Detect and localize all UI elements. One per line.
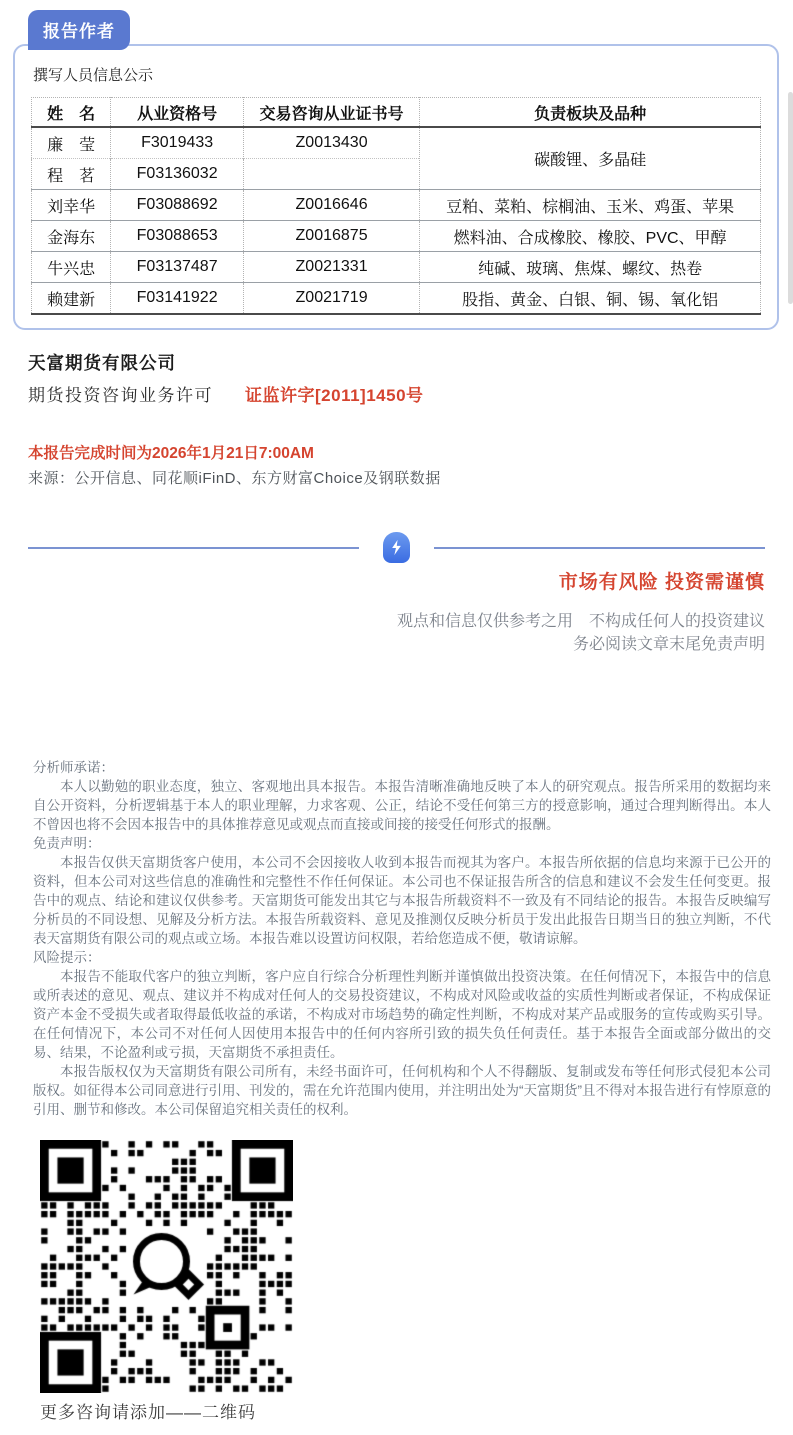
scrollbar-thumb[interactable] bbox=[788, 92, 793, 304]
cell-sectors: 碳酸锂、多晶硅 bbox=[420, 127, 761, 190]
disclaimer-paragraph: 本报告仅供天富期货客户使用，本公司不会因接收人收到本报告而视其为客户。本报告所依据的信息均来源于已公开的资料，但本公司对这些信息的准确性和完整性不作任何保证。本公司也不保证报告所含的信息和建议不会发生任何变更。报告中的观点、结论和建议仅供参考。天富期货可能发出其它与本报告所载资料不一致及有不同结论的报告。本报告反映编写分析员的不同设想、见解及分析方法。本报告所载资料、意见及推测仅反映分析员于发出此报告日期当日的独立判断，不代表天富期货有限公司的观点或立场。本报告难以设置访问权限，若给您造成不便，敬请谅解。 bbox=[33, 855, 771, 946]
qr-caption: 更多咨询请添加——二维码 bbox=[40, 1403, 256, 1422]
cell-cert-no: Z0013430 bbox=[243, 127, 419, 159]
company-name: 天富期货有限公司 bbox=[28, 353, 176, 373]
cell-license-no: F03136032 bbox=[111, 159, 244, 190]
lightning-bolt-icon bbox=[383, 532, 410, 563]
table-row bbox=[32, 190, 761, 221]
report-completed-time: 本报告完成时间为2026年1月21日7:00AM bbox=[28, 445, 314, 462]
table-row bbox=[32, 127, 761, 159]
cell-name: 金海东 bbox=[32, 221, 111, 252]
column-header: 姓 名 bbox=[32, 98, 111, 128]
license-line bbox=[28, 381, 424, 406]
authors-table bbox=[31, 97, 761, 315]
cell-cert-no bbox=[243, 159, 419, 190]
risk-slogan: 市场有风险 投资需谨慎 bbox=[558, 572, 765, 593]
data-source-line: 来源：公开信息、同花顺iFinD、东方财富Choice及钢联数据 bbox=[28, 470, 441, 487]
report-authors-tab: 报告作者 bbox=[28, 10, 130, 50]
disclaimer-paragraph: 本报告不能取代客户的独立判断，客户应自行综合分析理性判断并谨慎做出投资决策。在任何情况下，本报告中的信息或所表述的意见、观点、建议并不构成对任何人的交易投资建议，不构成对风险或收益的实质性判断或者保证，不构成保证资产本金不受损失或者取得最低收益的承诺，不构成对市场趋势的确定性判断，不构成对某产品或服务的宣传或购买引导。在任何情况下，本公司不对任何人因使用本报告中的任何内容所引致的损失负任何责任。基于本报告全面或部分做出的交易、结果，不论盈利或亏损，天富期货不承担责任。 bbox=[33, 969, 771, 1060]
disclaimer-heading: 免责声明： bbox=[33, 836, 101, 851]
section-divider bbox=[28, 532, 765, 563]
cell-cert-no: Z0021719 bbox=[243, 283, 419, 315]
cell-cert-no: Z0016875 bbox=[243, 221, 419, 252]
disclaimer-block bbox=[33, 758, 771, 1119]
table-row bbox=[32, 221, 761, 252]
cell-name: 赖建新 bbox=[32, 283, 111, 315]
cell-sectors: 股指、黄金、白银、铜、锡、氧化铝 bbox=[420, 283, 761, 315]
authors-table-title: 撰写人员信息公示 bbox=[33, 67, 154, 84]
cell-name: 廉 莹 bbox=[47, 136, 96, 154]
table-row bbox=[32, 252, 761, 283]
authors-table-body bbox=[32, 127, 761, 314]
disclaimer-paragraph: 本报告版权仅为天富期货有限公司所有，未经书面许可，任何机构和个人不得翻版、复制或发布等任何形式侵犯本公司版权。如征得本公司同意进行引用、刊发的，需在允许范围内使用，并注明出处为“天富期货”且不得对本报告进行有悖原意的引用、删节和修改。本公司保留追究相关责任的权利。 bbox=[33, 1064, 771, 1117]
risk-note bbox=[397, 610, 765, 656]
authors-table-head-row bbox=[32, 98, 761, 128]
divider-line-left bbox=[28, 547, 359, 549]
license-label: 期货投资咨询业务许可 bbox=[28, 386, 213, 405]
authors-card bbox=[13, 44, 779, 330]
cell-license-no: F03141922 bbox=[111, 283, 244, 315]
cell-sectors: 豆粕、菜粕、棕榈油、玉米、鸡蛋、苹果 bbox=[420, 190, 761, 221]
cell-license-no: F3019433 bbox=[111, 127, 244, 159]
cell-license-no: F03088692 bbox=[111, 190, 244, 221]
disclaimer-heading: 风险提示： bbox=[33, 950, 101, 965]
cell-sectors: 纯碱、玻璃、焦煤、螺纹、热卷 bbox=[420, 252, 761, 283]
license-number: 证监许字[2011]1450号 bbox=[245, 386, 424, 405]
risk-note-line1: 观点和信息仅供参考之用 不构成任何人的投资建议 bbox=[396, 613, 765, 630]
cell-name: 程 茗 bbox=[32, 159, 111, 190]
cell-license-no: F03137487 bbox=[111, 252, 244, 283]
cell-cert-no: Z0021331 bbox=[243, 252, 419, 283]
cell-sectors: 燃料油、合成橡胶、橡胶、PVC、甲醇 bbox=[420, 221, 761, 252]
qr-code bbox=[40, 1140, 293, 1393]
divider-line-right bbox=[434, 547, 765, 549]
table-row bbox=[32, 283, 761, 315]
column-header: 交易咨询从业证书号 bbox=[243, 98, 419, 128]
column-header: 负责板块及品种 bbox=[420, 98, 761, 128]
cell-name: 刘幸华 bbox=[32, 190, 111, 221]
cell-name: 牛兴忠 bbox=[32, 252, 111, 283]
disclaimer-paragraph: 本人以勤勉的职业态度，独立、客观地出具本报告。本报告清晰准确地反映了本人的研究观点。报告所采用的数据均来自公开资料，分析逻辑基于本人的职业理解，力求客观、公正，结论不受任何第三方的授意影响，通过合理判断得出。本人不曾因也将不会因本报告中的具体推荐意见或观点而直接或间接的接受任何形式的报酬。 bbox=[33, 779, 771, 832]
column-header: 从业资格号 bbox=[111, 98, 244, 128]
cell-cert-no: Z0016646 bbox=[243, 190, 419, 221]
disclaimer-heading: 分析师承诺： bbox=[33, 760, 114, 775]
risk-note-line2: 务必阅读文章末尾免责声明 bbox=[572, 636, 765, 653]
cell-license-no: F03088653 bbox=[111, 221, 244, 252]
